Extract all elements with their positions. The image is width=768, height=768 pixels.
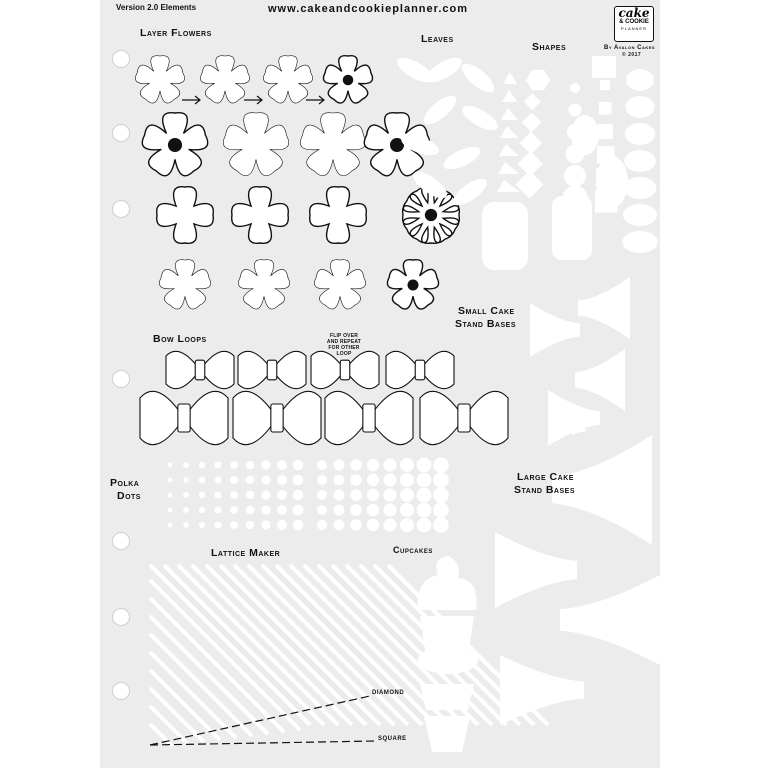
polka-dot-shapes: [168, 457, 449, 533]
square-cutout: [600, 80, 610, 90]
heading-shapes: Shapes: [532, 41, 567, 53]
polka-dot-cutout: [199, 492, 205, 498]
flower-center: [343, 75, 354, 86]
heading-layer-flowers: Layer Flowers: [140, 27, 212, 39]
bow-knot-cutout: [271, 404, 283, 432]
basic-shapes: [482, 56, 658, 270]
flower-cutout: [263, 56, 312, 103]
cupcake-top-cutout: [418, 646, 478, 674]
polka-dot-cutout: [293, 475, 304, 486]
polka-dot-cutout: [246, 491, 255, 500]
cake-stand-cutout: [495, 532, 577, 608]
polka-dot-cutout: [277, 505, 287, 515]
oval-cutout: [571, 115, 599, 155]
triangle-cutout: [502, 90, 518, 102]
sequence-arrow: [182, 96, 200, 104]
polka-dot-cutout: [417, 503, 432, 518]
polka-dot-cutout: [433, 517, 449, 533]
logo-word-cake: cake: [618, 6, 650, 20]
polka-dot-cutout: [199, 462, 205, 468]
polka-dot-cutout: [230, 476, 238, 484]
polka-dot-cutout: [183, 462, 189, 468]
triangle-cutout: [498, 162, 520, 174]
polka-dot-cutout: [168, 463, 173, 468]
flower-cutout: [310, 187, 367, 244]
polka-dot-cutout: [246, 461, 255, 470]
polka-dot-cutout: [417, 458, 432, 473]
hexagon-cutout: [526, 70, 550, 90]
polka-dot-cutout: [334, 475, 345, 486]
flower-center: [168, 138, 182, 152]
flip-note-line: FLIP OVER: [329, 333, 359, 339]
heading-large-cake-stand-1: Large Cake: [517, 471, 574, 483]
bow-loop-shapes: [140, 351, 508, 444]
polka-dot-cutout: [383, 503, 396, 516]
layer-flower-shapes: [135, 56, 459, 309]
polka-dot-cutout: [214, 521, 221, 528]
polka-dot-cutout: [183, 507, 189, 513]
polka-dot-cutout: [277, 460, 287, 470]
polka-dot-cutout: [334, 490, 345, 501]
oval-cutout: [624, 150, 656, 172]
flower-cutout: [314, 260, 365, 309]
polka-dot-cutout: [383, 473, 396, 486]
logo-word-cookie: & COOKIE: [619, 19, 649, 25]
polka-dot-cutout: [400, 488, 414, 502]
polka-dot-cutout: [293, 505, 304, 516]
flip-note-line: AND REPEAT: [326, 339, 362, 345]
polka-dot-cutout: [183, 477, 189, 483]
circle-cutout: [570, 83, 580, 93]
polka-dot-cutout: [293, 520, 304, 531]
polka-dot-cutout: [214, 491, 221, 498]
lattice-square-label: SQUARE: [378, 736, 407, 742]
heading-small-cake-stand-2: Stand Bases: [455, 318, 516, 330]
sequence-arrow: [306, 96, 324, 104]
oval-cutout: [626, 69, 654, 91]
polka-dot-cutout: [317, 505, 327, 515]
polka-dot-cutout: [400, 518, 414, 532]
polka-dot-cutout: [400, 473, 414, 487]
leaf-cutout: [449, 174, 491, 210]
leaf-cutout: [440, 142, 483, 173]
heading-bow-loops: Bow Loops: [153, 333, 207, 345]
polka-dot-cutout: [199, 522, 205, 528]
polka-dot-cutout: [334, 460, 345, 471]
circle-cutout: [564, 165, 586, 187]
square-cutout: [599, 102, 612, 115]
heading-lattice-maker: Lattice Maker: [211, 547, 281, 559]
diamond-cutout: [522, 113, 542, 133]
polka-dot-cutout: [367, 459, 379, 471]
triangle-cutout: [500, 126, 519, 138]
bow-knot-cutout: [363, 404, 375, 432]
cupcake-cherry-cutout: [444, 630, 456, 642]
polka-dot-cutout: [261, 520, 270, 529]
polka-dot-cutout: [230, 491, 238, 499]
leaf-cutout: [458, 59, 499, 97]
bow-knot-cutout: [340, 360, 350, 380]
polka-dot-cutout: [199, 507, 205, 513]
polka-dot-cutout: [199, 477, 205, 483]
polka-dot-cutout: [214, 461, 221, 468]
polka-dot-cutout: [433, 457, 449, 473]
lattice-diamond-label: DIAMOND: [372, 690, 405, 696]
polka-dot-cutout: [261, 460, 270, 469]
polka-dot-cutout: [334, 505, 345, 516]
polka-dot-cutout: [350, 489, 362, 501]
cupcake-liner-cutout: [420, 684, 474, 710]
polka-dot-cutout: [261, 490, 270, 499]
cake-stand-cutout: [530, 303, 580, 357]
leaf-cutout: [459, 101, 502, 135]
square-cutout: [592, 56, 616, 78]
oval-cutout: [623, 204, 657, 226]
polka-dot-cutout: [400, 458, 414, 472]
bow-knot-cutout: [267, 360, 277, 380]
logo-byline: By Avalon Cakes: [604, 45, 656, 51]
bow-knot-cutout: [195, 360, 205, 380]
polka-dot-cutout: [293, 490, 304, 501]
polka-dot-cutout: [433, 502, 449, 518]
diamond-cutout: [520, 132, 543, 155]
cupcake-liner-cutout: [424, 716, 470, 752]
cake-stand-cutout: [548, 390, 600, 446]
polka-dot-cutout: [417, 518, 432, 533]
cake-stand-base-shapes: [495, 277, 660, 725]
polka-dot-cutout: [261, 505, 270, 514]
polka-dot-cutout: [214, 506, 221, 513]
polka-dot-cutout: [277, 475, 287, 485]
cake-stand-cutout: [578, 277, 630, 339]
polka-dot-cutout: [317, 475, 327, 485]
triangle-cutout: [499, 144, 519, 156]
cupcake-frosting-cutout: [418, 556, 477, 610]
square-cutout: [598, 124, 613, 139]
polka-dot-cutout: [334, 520, 345, 531]
version-label: Version 2.0 Elements: [116, 3, 197, 12]
polka-dot-cutout: [350, 504, 362, 516]
oval-cutout: [622, 231, 657, 253]
flower-center: [408, 280, 419, 291]
heading-small-cake-stand-1: Small Cake: [458, 305, 515, 317]
oval-cutout: [625, 123, 655, 145]
heading-polka-2: Dots: [117, 490, 141, 502]
polka-dot-cutout: [400, 503, 414, 517]
diamond-cutout: [524, 93, 541, 110]
polka-dot-cutout: [350, 474, 362, 486]
polka-dot-cutout: [383, 518, 396, 531]
website-url: www.cakeandcookieplanner.com: [268, 3, 468, 15]
polka-dot-cutout: [277, 490, 287, 500]
leaf-cutout: [420, 91, 461, 129]
triangle-cutout: [501, 108, 518, 120]
heading-leaves: Leaves: [421, 33, 454, 45]
heading-large-cake-stand-2: Stand Bases: [514, 484, 575, 496]
plaque-cutout: [552, 196, 592, 260]
sequence-arrow: [244, 96, 262, 104]
polka-dot-cutout: [383, 488, 396, 501]
flip-note-line: LOOP: [336, 351, 352, 357]
flower-cutout: [135, 56, 184, 103]
polka-dot-cutout: [417, 473, 432, 488]
lattice-strip: [150, 670, 220, 740]
bow-knot-cutout: [178, 404, 190, 432]
oval-cutout: [596, 156, 628, 208]
circle-cutout: [569, 104, 582, 117]
polka-dot-cutout: [246, 506, 255, 515]
flower-cutout: [223, 113, 288, 176]
diamond-cutout: [515, 170, 543, 198]
polka-dot-cutout: [214, 476, 221, 483]
polka-dot-cutout: [230, 506, 238, 514]
polka-dot-cutout: [183, 492, 189, 498]
plaque-cutout: [482, 202, 528, 270]
cake-stand-cutout: [575, 349, 625, 411]
polka-dot-cutout: [367, 489, 379, 501]
flip-over-note: [318, 333, 370, 357]
polka-dot-cutout: [367, 504, 379, 516]
heading-polka-1: Polka: [110, 477, 140, 489]
polka-dot-cutout: [168, 493, 173, 498]
polka-dot-cutout: [261, 475, 270, 484]
polka-dot-cutout: [168, 508, 173, 513]
polka-dot-cutout: [230, 521, 238, 529]
triangle-cutout: [503, 72, 517, 84]
polka-dot-cutout: [433, 487, 449, 503]
lattice-strip: [150, 706, 188, 744]
logo-year: © 2017: [622, 52, 642, 58]
triangle-cutout: [497, 180, 520, 192]
polka-dot-cutout: [367, 474, 379, 486]
bow-knot-cutout: [458, 404, 470, 432]
oval-cutout: [625, 96, 654, 118]
polka-dot-cutout: [383, 458, 396, 471]
flower-cutout: [159, 260, 210, 309]
flip-note-line: FOR OTHER: [328, 345, 360, 351]
flower-center: [425, 209, 437, 221]
polka-dot-cutout: [277, 520, 287, 530]
polka-dot-cutout: [350, 519, 362, 531]
flower-cutout: [232, 187, 289, 244]
flower-cutout: [157, 187, 214, 244]
polka-dot-cutout: [417, 488, 432, 503]
polka-dot-cutout: [183, 522, 189, 528]
flower-cutout: [300, 113, 365, 176]
polka-dot-cutout: [350, 459, 362, 471]
heading-cupcakes: Cupcakes: [393, 545, 433, 555]
polka-dot-cutout: [246, 476, 255, 485]
lattice-strip: [150, 652, 236, 738]
lattice-strip: [150, 616, 268, 734]
polka-dot-cutout: [367, 519, 379, 531]
flower-cutout: [238, 260, 289, 309]
polka-dot-cutout: [230, 461, 238, 469]
polka-dot-cutout: [317, 520, 327, 530]
cupcake-shapes: [418, 556, 478, 752]
oval-cutout: [624, 177, 657, 199]
brand-logo: [614, 6, 654, 42]
bow-knot-cutout: [415, 360, 425, 380]
polka-dot-cutout: [317, 460, 327, 470]
logo-word-planner: PLANNER: [621, 26, 647, 31]
polka-dot-cutout: [246, 521, 255, 530]
polka-dot-cutout: [317, 490, 327, 500]
flower-cutout: [200, 56, 249, 103]
polka-dot-cutout: [293, 460, 304, 471]
polka-dot-cutout: [168, 478, 173, 483]
cake-stand-cutout: [560, 575, 660, 665]
polka-dot-cutout: [433, 472, 449, 488]
polka-dot-cutout: [168, 523, 173, 528]
lattice-maker: [150, 565, 548, 746]
